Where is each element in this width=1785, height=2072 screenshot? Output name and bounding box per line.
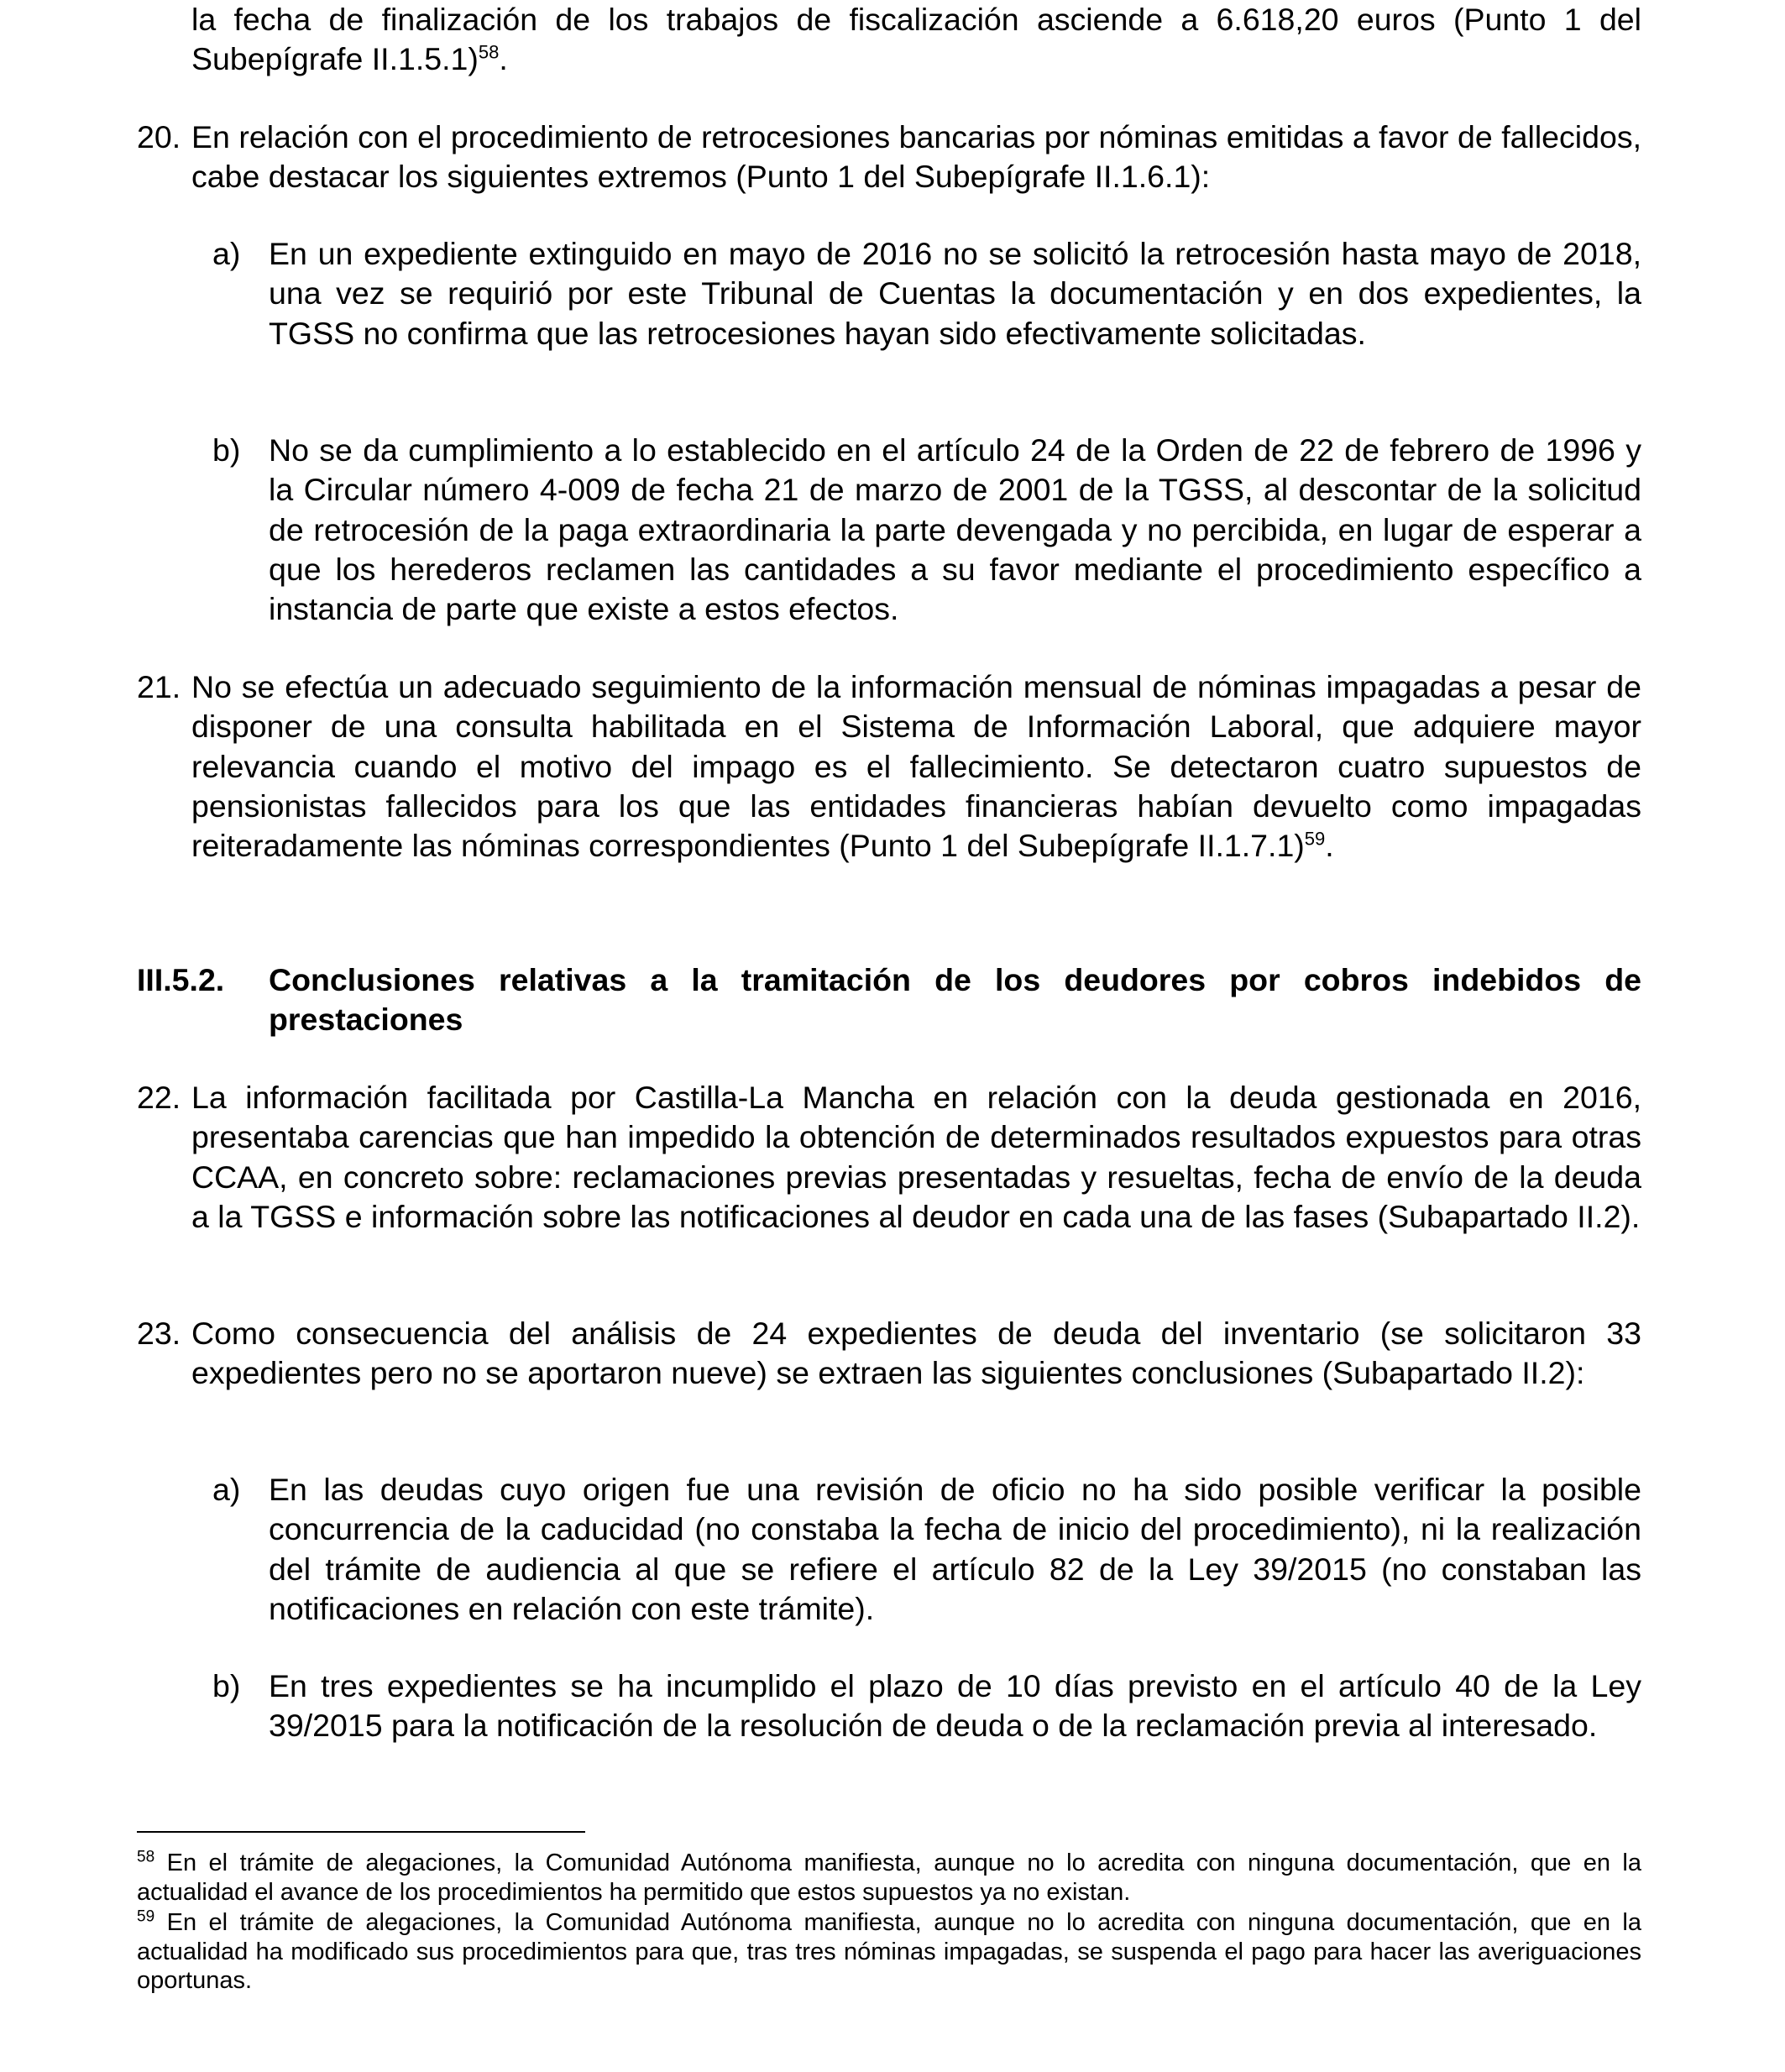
section-title: Conclusiones relativas a la tramitación de los deudores por cobros indebidos de prestaciones [269, 962, 1641, 1038]
intro-paragraph [191, 0, 1641, 80]
intro-tail: . [499, 41, 508, 77]
subitem-20b-text: No se da cumplimiento a lo establecido en el artículo 24 de la Orden de 22 de febrero de 1996 y la Circular número 4-009 de fecha 21 de marzo de 2001 de la TGSS, al descontar de la solicitud de retrocesión de la paga extraordinaria la parte devengada y no percibida, en lugar de esperar a que los herederos reclamen las cantidades a su favor mediante el procedimiento específico a instancia de parte que existe a estos efectos. [269, 432, 1641, 627]
section-number: III.5.2. [137, 962, 225, 997]
footnote-ref-58: 58 [478, 41, 500, 63]
subitem-letter-20b: b) [212, 432, 241, 468]
item-21-paragraph [191, 667, 1641, 866]
item-20-text: En relación con el procedimiento de retrocesiones bancarias por nóminas emitidas a favor de fallecidos, cabe destacar los siguientes extremos (Punto 1 del Subepígrafe II.1.6.1): [191, 119, 1641, 195]
item-21-tail: . [1325, 828, 1334, 864]
footnote-59 [137, 1908, 1641, 1996]
footnote-ref-59: 59 [1304, 828, 1326, 850]
item-number-20: 20. [137, 119, 181, 154]
item-23-text: Como consecuencia del análisis de 24 expedientes de deuda del inventario (se solicitaron 33 expedientes pero no se aportaron nueve) se extraen las siguientes conclusiones (Subapartado II.2): [191, 1316, 1641, 1391]
footnote-59-marker: 59 [137, 1907, 155, 1926]
item-number-23: 23. [137, 1316, 181, 1351]
subitem-letter-23b: b) [212, 1668, 241, 1703]
footnote-58-text: En el trámite de alegaciones, la Comunidad Autónoma manifiesta, aunque no lo acredita con ninguna documentación, que en la actualidad el avance de los procedimientos ha permitido que estos supuestos ya no existan. [137, 1850, 1641, 1906]
subitem-20a-text: En un expediente extinguido en mayo de 2016 no se solicitó la retrocesión hasta mayo de 2018, una vez se requirió por este Tribunal de Cuentas la documentación y en dos expedientes, la TGSS no confirma que las retrocesiones hayan sido efectivamente solicitadas. [269, 236, 1641, 351]
item-22-text: La información facilitada por Castilla-La Mancha en relación con la deuda gestionada en 2016, presentaba carencias que han impedido la obtención de determinados resultados expuestos para otras CCAA, en concreto sobre: reclamaciones previas presentadas y resueltas, fecha de envío de la deuda a la TGSS e información sobre las notificaciones al deudor en cada una de las fases (Subapartado II.2). [191, 1080, 1641, 1234]
item-number-21: 21. [137, 669, 181, 704]
item-number-22: 22. [137, 1080, 181, 1115]
subitem-letter-20a: a) [212, 236, 241, 271]
footnote-58 [137, 1849, 1641, 1907]
subitem-23a-text: En las deudas cuyo origen fue una revisión de oficio no ha sido posible verificar la posible concurrencia de la caducidad (no constaba la fecha de inicio del procedimiento), ni la realización del trámite de audiencia al que se refiere el artículo 82 de la Ley 39/2015 (no constaban las notificaciones en relación con este trámite). [269, 1472, 1641, 1626]
subitem-letter-23a: a) [212, 1472, 241, 1507]
intro-text: la fecha de finalización de los trabajos de fiscalización asciende a 6.618,20 euros (Punto 1 del Subepígrafe II.1.5.1) [191, 2, 1641, 77]
footnote-divider [137, 1831, 585, 1833]
item-21-text: No se efectúa un adecuado seguimiento de la información mensual de nóminas impagadas a pesar de disponer de una consulta habilitada en el Sistema de Información Laboral, que adquiere mayor relevancia cuando el motivo del impago es el fallecimiento. Se detectaron cuatro supuestos de pensionistas fallecidos para los que las entidades financieras habían devuelto como impagadas reiteradamente las nóminas correspondientes (Punto 1 del Subepígrafe II.1.7.1) [191, 669, 1641, 864]
subitem-23b-text: En tres expedientes se ha incumplido el plazo de 10 días previsto en el artículo 40 de la Ley 39/2015 para la notificación de la resolución de deuda o de la reclamación previa al interesado. [269, 1668, 1641, 1744]
footnote-58-marker: 58 [137, 1848, 155, 1866]
footnote-59-text: En el trámite de alegaciones, la Comunidad Autónoma manifiesta, aunque no lo acredita con ninguna documentación, que en la actualidad ha modificado sus procedimientos para que, tras tres nóminas impagadas, se suspenda el pago para hacer las averiguaciones oportunas. [137, 1909, 1641, 1994]
